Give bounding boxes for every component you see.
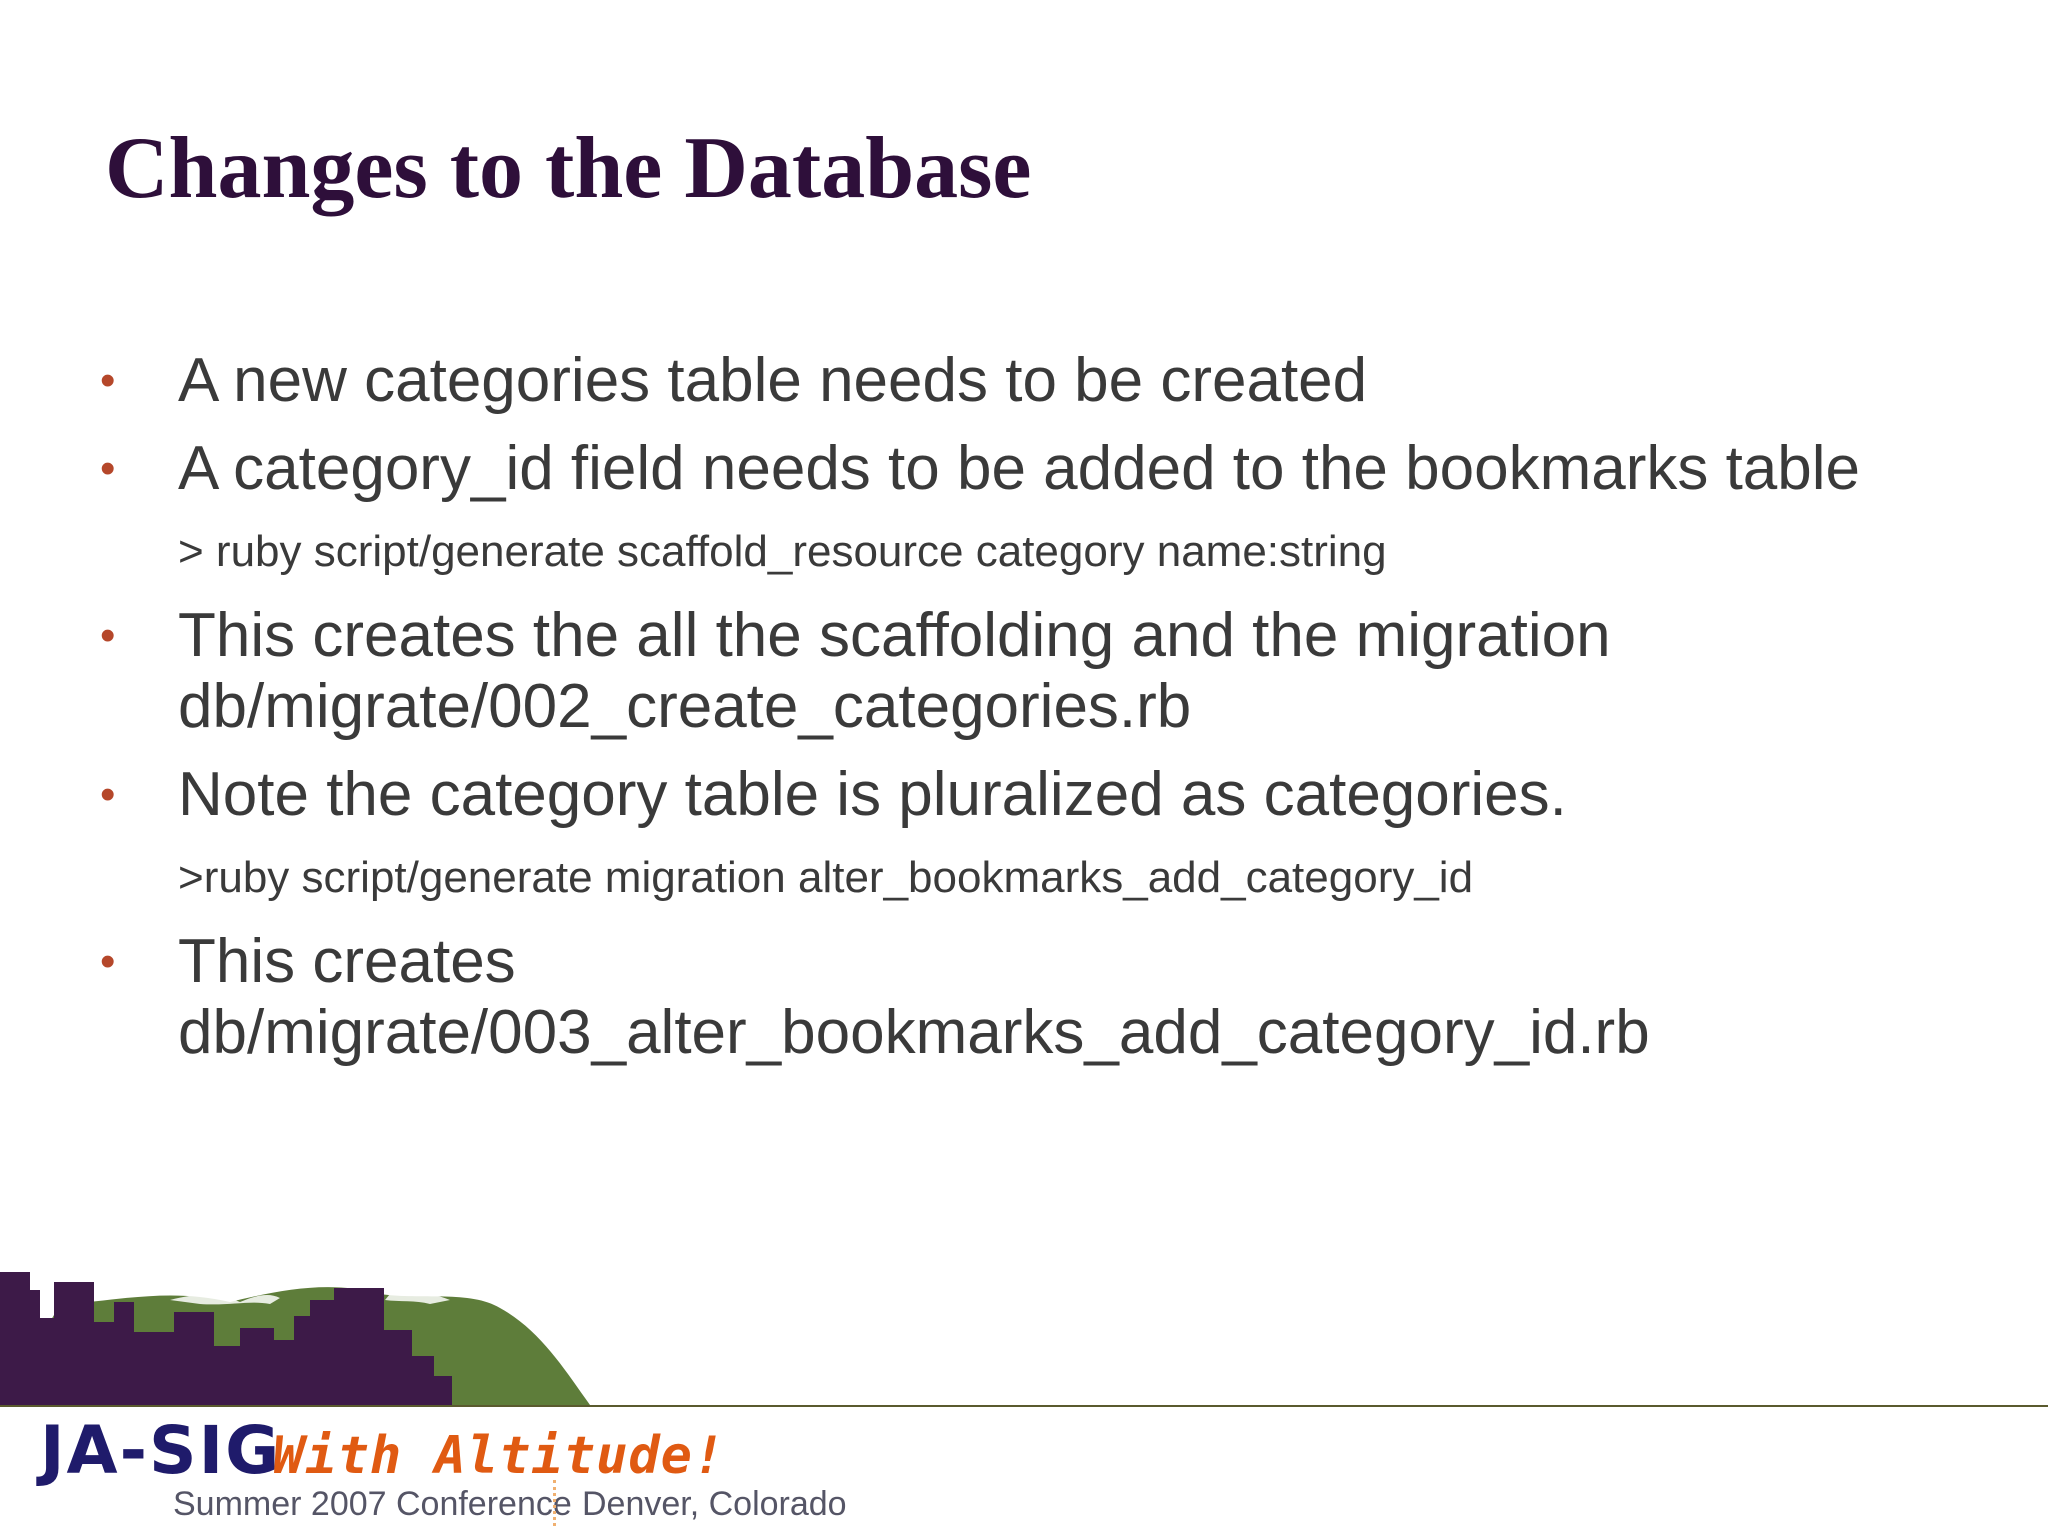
footer-divider <box>0 1405 2048 1407</box>
bullet-item <box>100 926 1650 1068</box>
slide-title: Changes to the Database <box>105 120 1032 217</box>
bullet-dot-icon: • <box>100 444 116 493</box>
bullet-dot-icon: • <box>100 937 116 986</box>
bullet-item <box>100 600 1818 742</box>
altitude-tagline: With Altitude! <box>273 1426 726 1486</box>
conference-label: Summer 2007 Conference <box>173 1485 572 1523</box>
bullet-item <box>100 759 1960 830</box>
bullet-item <box>100 433 1898 504</box>
footer-separator <box>553 1480 559 1526</box>
command-line: >ruby script/generate migration alter_bookmarks_add_category_id <box>178 853 1474 902</box>
denver-skyline-icon <box>0 1260 600 1410</box>
bullet-dot-icon: • <box>100 770 116 819</box>
bullet-text: A new categories table needs to be created <box>178 346 1368 415</box>
bullet-dot-icon: • <box>100 356 116 405</box>
jasig-logo: JA-SIG <box>40 1412 282 1489</box>
bullet-text: This creates db/migrate/003_alter_bookmarks_add_category_id.rb <box>178 927 1650 1067</box>
location-label: Denver, Colorado <box>582 1485 847 1523</box>
bullet-text: This creates the all the scaffolding and the migration db/migrate/002_create_categories.rb <box>178 601 1611 741</box>
bullet-text: Note the category table is pluralized as categories. <box>178 760 1567 829</box>
bullet-text: A category_id field needs to be added to the bookmarks table <box>178 434 1861 503</box>
bullet-item <box>100 345 1960 416</box>
bullet-dot-icon: • <box>100 611 116 660</box>
slide-content <box>100 345 1960 1085</box>
command-line: > ruby script/generate scaffold_resource category name:string <box>178 527 1387 576</box>
